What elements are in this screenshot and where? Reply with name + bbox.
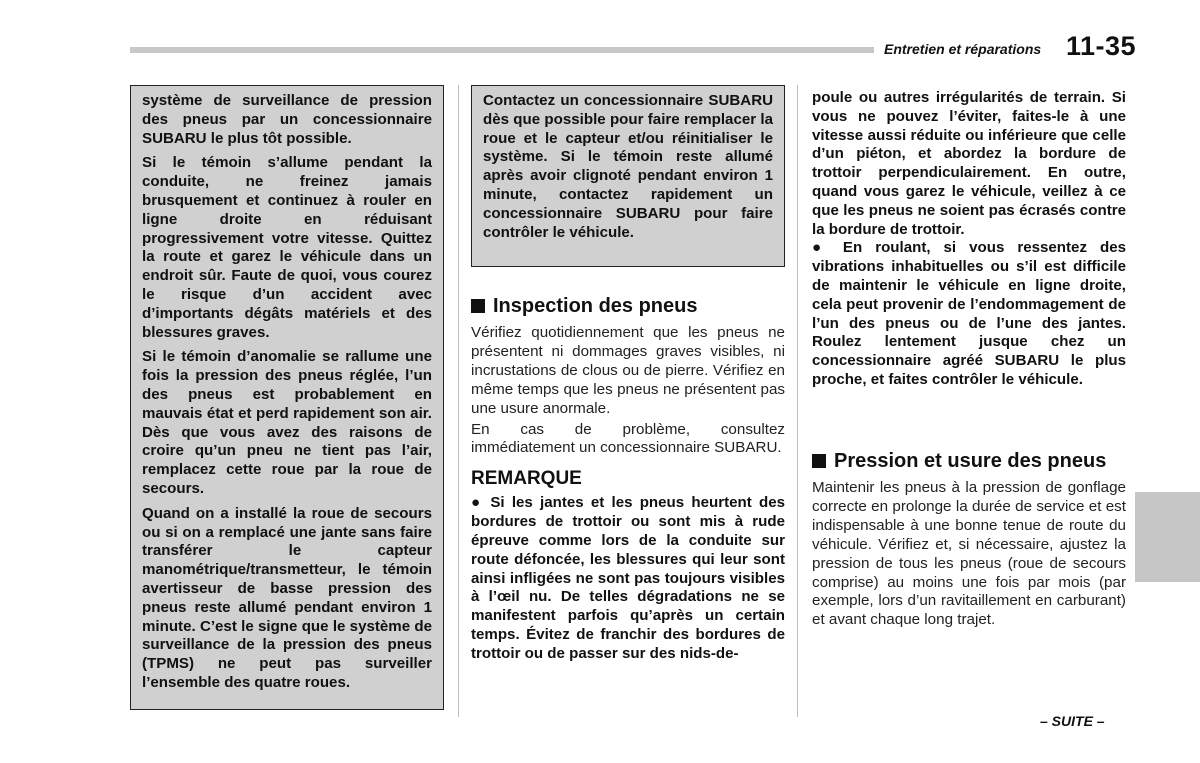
warning-paragraph: Contactez un concessionnaire SUBARU dès que possible pour faire remplacer la roue et le capteur et/ou réinitialiser le système. Si le témoin reste allumé après avoir clignoté pendant environ 1 minute, contactez rapidement un concessionnaire SUBARU pour faire contrôler le véhicule. — [483, 92, 773, 241]
section-title: Entretien et réparations — [884, 41, 1042, 57]
square-bullet-icon — [471, 299, 485, 313]
inspection-section — [471, 294, 785, 664]
inspection-paragraph: En cas de problème, consultez immédiatement un concessionnaire SUBARU. — [471, 420, 785, 457]
section-heading — [812, 449, 1126, 473]
remark-continued — [812, 89, 1126, 390]
page-number: 11-35 — [1066, 31, 1137, 61]
inspection-heading: Inspection des pneus — [493, 295, 698, 317]
continued-label: – SUITE – — [1040, 713, 1105, 729]
header-rule — [130, 47, 874, 53]
square-bullet-icon — [812, 454, 826, 468]
remark-paragraph: ● En roulant, si vous ressentez des vibrations inhabituelles ou s’il est difficile de maintenir le véhicule en ligne droite, cela peut provenir de l’endommagement de l’un des pneus ou de l’une des jantes. Roulez lentement jusque chez un concessionnaire agréé SUBARU le plus proche, et faites contrôler le véhicule. — [812, 239, 1126, 388]
column-divider-2 — [797, 85, 798, 717]
warning-box-continued — [130, 85, 444, 710]
pressure-section — [812, 449, 1126, 630]
warning-paragraph: Quand on a installé la roue de secours ou si on a remplacé une jante sans faire transférer le capteur manométrique/transmetteur, le témoin avertisseur de basse pression des pneus reste allumé pendant environ 1 minute. C’est le signe que le système de surveillance de la pression des pneus (TPMS) ne peut pas surveiller l’ensemble des quatre roues. — [142, 504, 432, 691]
remark-paragraph: ● Si les jantes et les pneus heurtent des bordures de trottoir ou sont mis à rude épreuve comme lors de la conduite sur route défoncée, les blessures qui leur sont ainsi infligées ne sont pas toujours visibles à l’œil nu. De telles dégradations ne se manifestent parfois qu’après un certain temps. Évitez de franchir des bordures de trottoir ou de passer sur des nids-de- — [471, 494, 785, 662]
column-divider-1 — [458, 85, 459, 717]
warning-paragraph: Si le témoin s’allume pendant la conduite, ne freinez jamais brusquement et continuez à rouler en ligne droite en réduisant progressivement votre vitesse. Quittez la route et garez le véhicule dans un endroit sûr. Faute de quoi, vous courez le risque d’un accident avec d’importants dégâts matériels et des blessures graves. — [142, 154, 432, 341]
section-heading — [471, 294, 785, 318]
warning-box — [471, 85, 785, 267]
inspection-paragraph: Vérifiez quotidiennement que les pneus ne présentent ni dommages graves visibles, ni incrustations de clous ou de pierre. Vérifiez en même temps que les pneus ne présentent pas une usure anormale. — [471, 324, 785, 417]
pressure-heading: Pression et usure des pneus — [834, 450, 1107, 472]
remark-paragraph: poule ou autres irrégularités de terrain. Si vous ne pouvez l’éviter, faites-le à une vitesse aussi réduite ou inférieure que celle d’un piéton, et abordez la bordure de trottoir perpendiculairement. En outre, quand vous garez le véhicule, veillez à ce que les pneus ne soient pas écrasés contre la bordure de trottoir. — [812, 89, 1126, 238]
chapter-tab — [1135, 492, 1200, 582]
pressure-paragraph: Maintenir les pneus à la pression de gonflage correcte en prolonge la durée de service et est indispensable à une bonne tenue de route du véhicule. Vérifiez et, si nécessaire, ajustez la pression de tous les pneus (roue de secours comprise) au moins une fois par mois (par exemple, lors d’un ravitaillement en carburant) et avant chaque long trajet. — [812, 479, 1126, 629]
remark-heading: REMARQUE — [471, 468, 582, 490]
warning-paragraph: Si le témoin d’anomalie se rallume une fois la pression des pneus réglée, l’un des pneus est probablement en mauvais état et perd rapidement son air. Dès que vous avez des raisons de croire qu’un pneu ne tient pas l’air, remplacez cette roue par la roue de secours. — [142, 348, 432, 497]
warning-paragraph: système de surveillance de pression des pneus par un concessionnaire SUBARU le plus tôt possible. — [142, 92, 432, 147]
